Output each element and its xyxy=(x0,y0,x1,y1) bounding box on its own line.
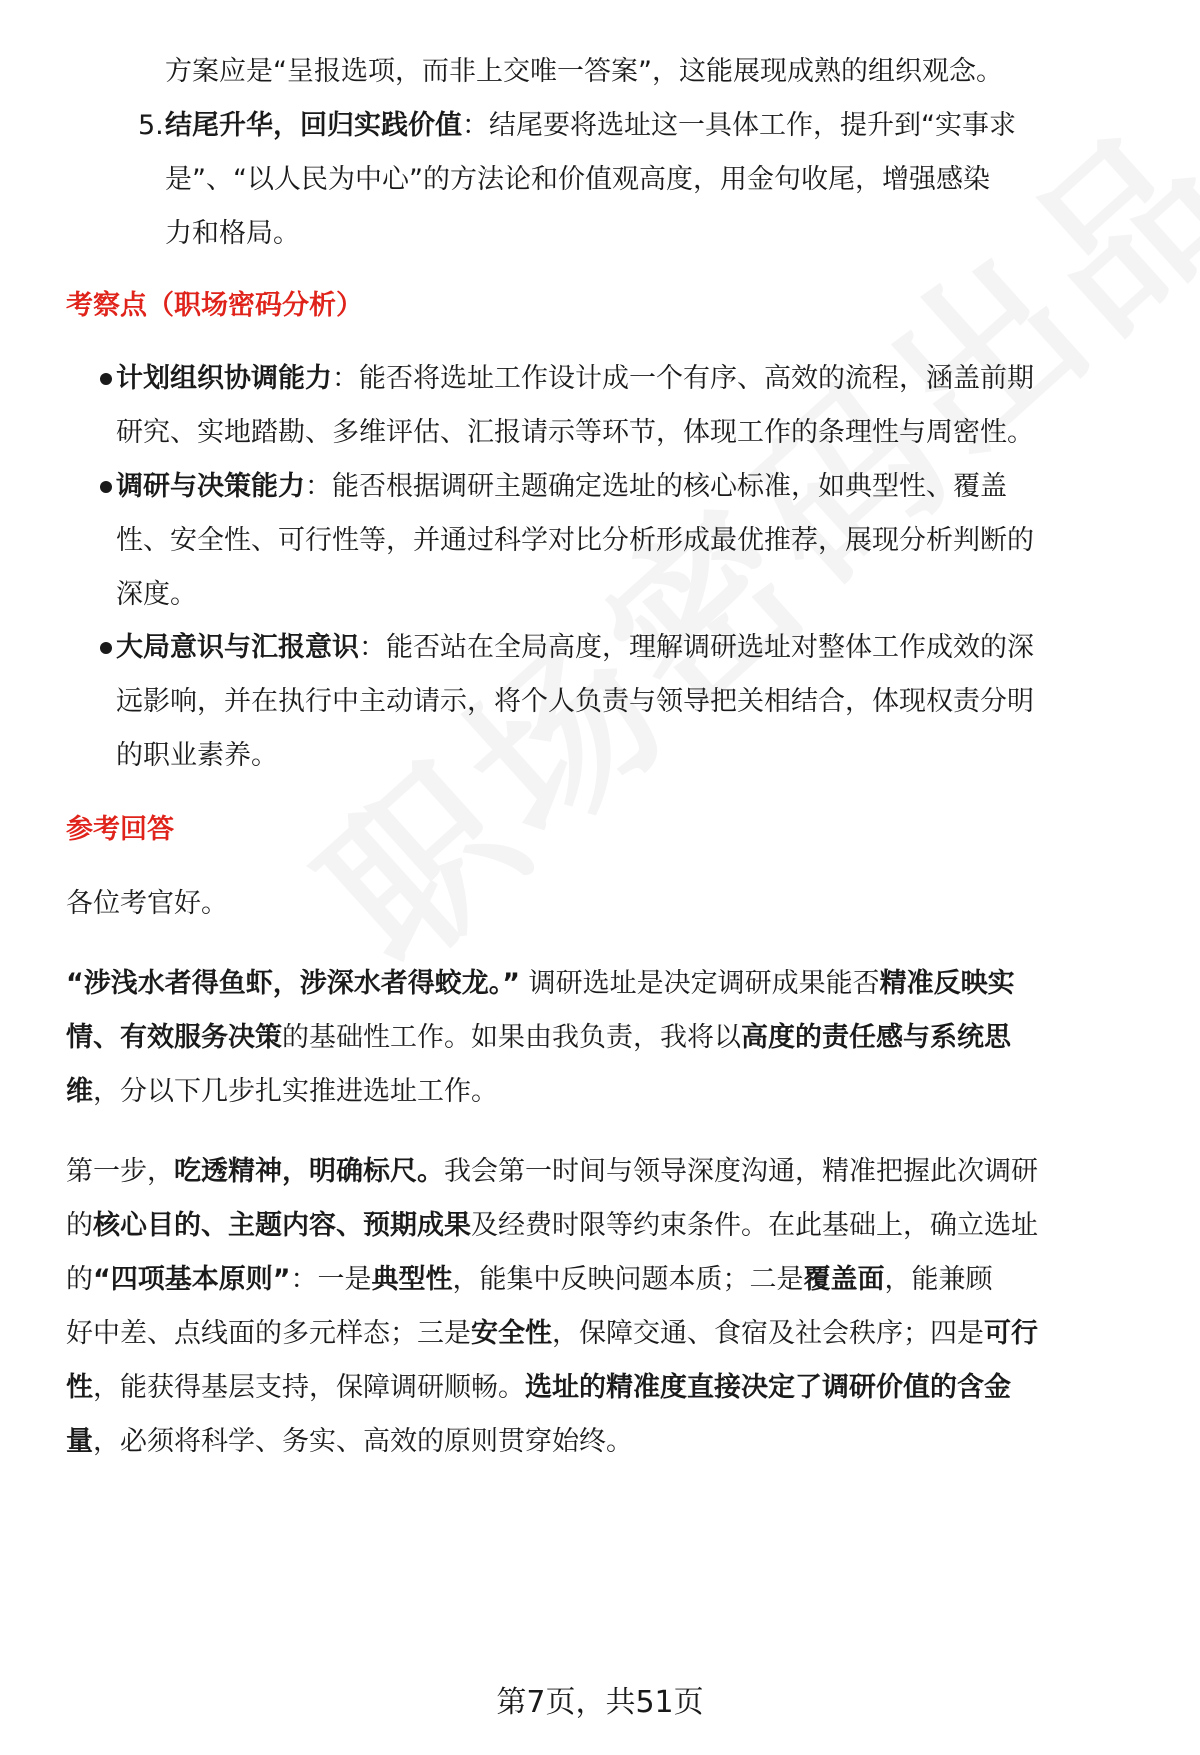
bullet-icon xyxy=(100,373,112,385)
section-heading-reference-answer: 参考回答 xyxy=(66,814,174,845)
item-5-line-2: 是”、“以人民为中心”的方法论和价值观高度，用金句收尾，增强感染 xyxy=(165,164,990,195)
opening-quote: “涉浅水者得鱼虾，涉深水者得蛟龙。” xyxy=(66,968,520,999)
point-3-line-3: 的职业素养。 xyxy=(116,740,278,771)
point-1-line-2: 研究、实地踏勘、多维评估、汇报请示等环节，体现工作的条理性与周密性。 xyxy=(116,417,1034,448)
para2-line-5: 性，能获得基层支持，保障调研顺畅。选址的精准度直接决定了调研价值的含金 xyxy=(66,1372,1011,1403)
point-3-line-1: 大局意识与汇报意识：能否站在全局高度，理解调研选址对整体工作成效的深 xyxy=(116,632,1034,663)
bullet-icon xyxy=(100,481,112,493)
para2-line-6: 量，必须将科学、务实、高效的原则贯穿始终。 xyxy=(66,1426,633,1457)
bullet-icon xyxy=(100,642,112,654)
item-5-number: 5. xyxy=(138,110,164,141)
para2-line-2: 的核心目的、主题内容、预期成果及经费时限等约束条件。在此基础上，确立选址 xyxy=(66,1210,1038,1241)
page-number: 第7页，共51页 xyxy=(496,1685,704,1720)
greeting: 各位考官好。 xyxy=(66,888,228,919)
point-2-line-1: 调研与决策能力：能否根据调研主题确定选址的核心标准，如典型性、覆盖 xyxy=(116,471,1007,502)
point-2-line-2: 性、安全性、可行性等，并通过科学对比分析形成最优推荐，展现分析判断的 xyxy=(116,525,1034,556)
section-heading-exam-points: 考察点（职场密码分析） xyxy=(66,290,363,321)
intro-line: 方案应是“呈报选项，而非上交唯一答案”，这能展现成熟的组织观念。 xyxy=(165,56,1003,87)
point-3-line-2: 远影响，并在执行中主动请示，将个人负责与领导把关相结合，体现权责分明 xyxy=(116,686,1034,717)
point-1-line-1: 计划组织协调能力：能否将选址工作设计成一个有序、高效的流程，涵盖前期 xyxy=(116,363,1034,394)
para2-line-4: 好中差、点线面的多元样态；三是安全性，保障交通、食宿及社会秩序；四是可行 xyxy=(66,1318,1038,1349)
para1-line-1: “涉浅水者得鱼虾，涉深水者得蛟龙。” 调研选址是决定调研成果能否精准反映实 xyxy=(66,968,1015,999)
para1-line-2: 情、有效服务决策的基础性工作。如果由我负责，我将以高度的责任感与系统思 xyxy=(66,1022,1011,1053)
item-5-line-3: 力和格局。 xyxy=(165,218,300,249)
point-2-line-3: 深度。 xyxy=(116,579,197,610)
watermark xyxy=(260,218,1101,1012)
para1-line-3: 维，分以下几步扎实推进选址工作。 xyxy=(66,1076,498,1107)
para2-line-1: 第一步，吃透精神，明确标尺。我会第一时间与领导深度沟通，精准把握此次调研 xyxy=(66,1156,1038,1187)
item-5-line-1: 结尾升华，回归实践价值：结尾要将选址这一具体工作，提升到“实事求 xyxy=(165,110,1016,141)
item-5-title: 结尾升华，回归实践价值 xyxy=(165,110,462,141)
para2-line-3: 的“四项基本原则”：一是典型性，能集中反映问题本质；二是覆盖面，能兼顾 xyxy=(66,1264,993,1295)
